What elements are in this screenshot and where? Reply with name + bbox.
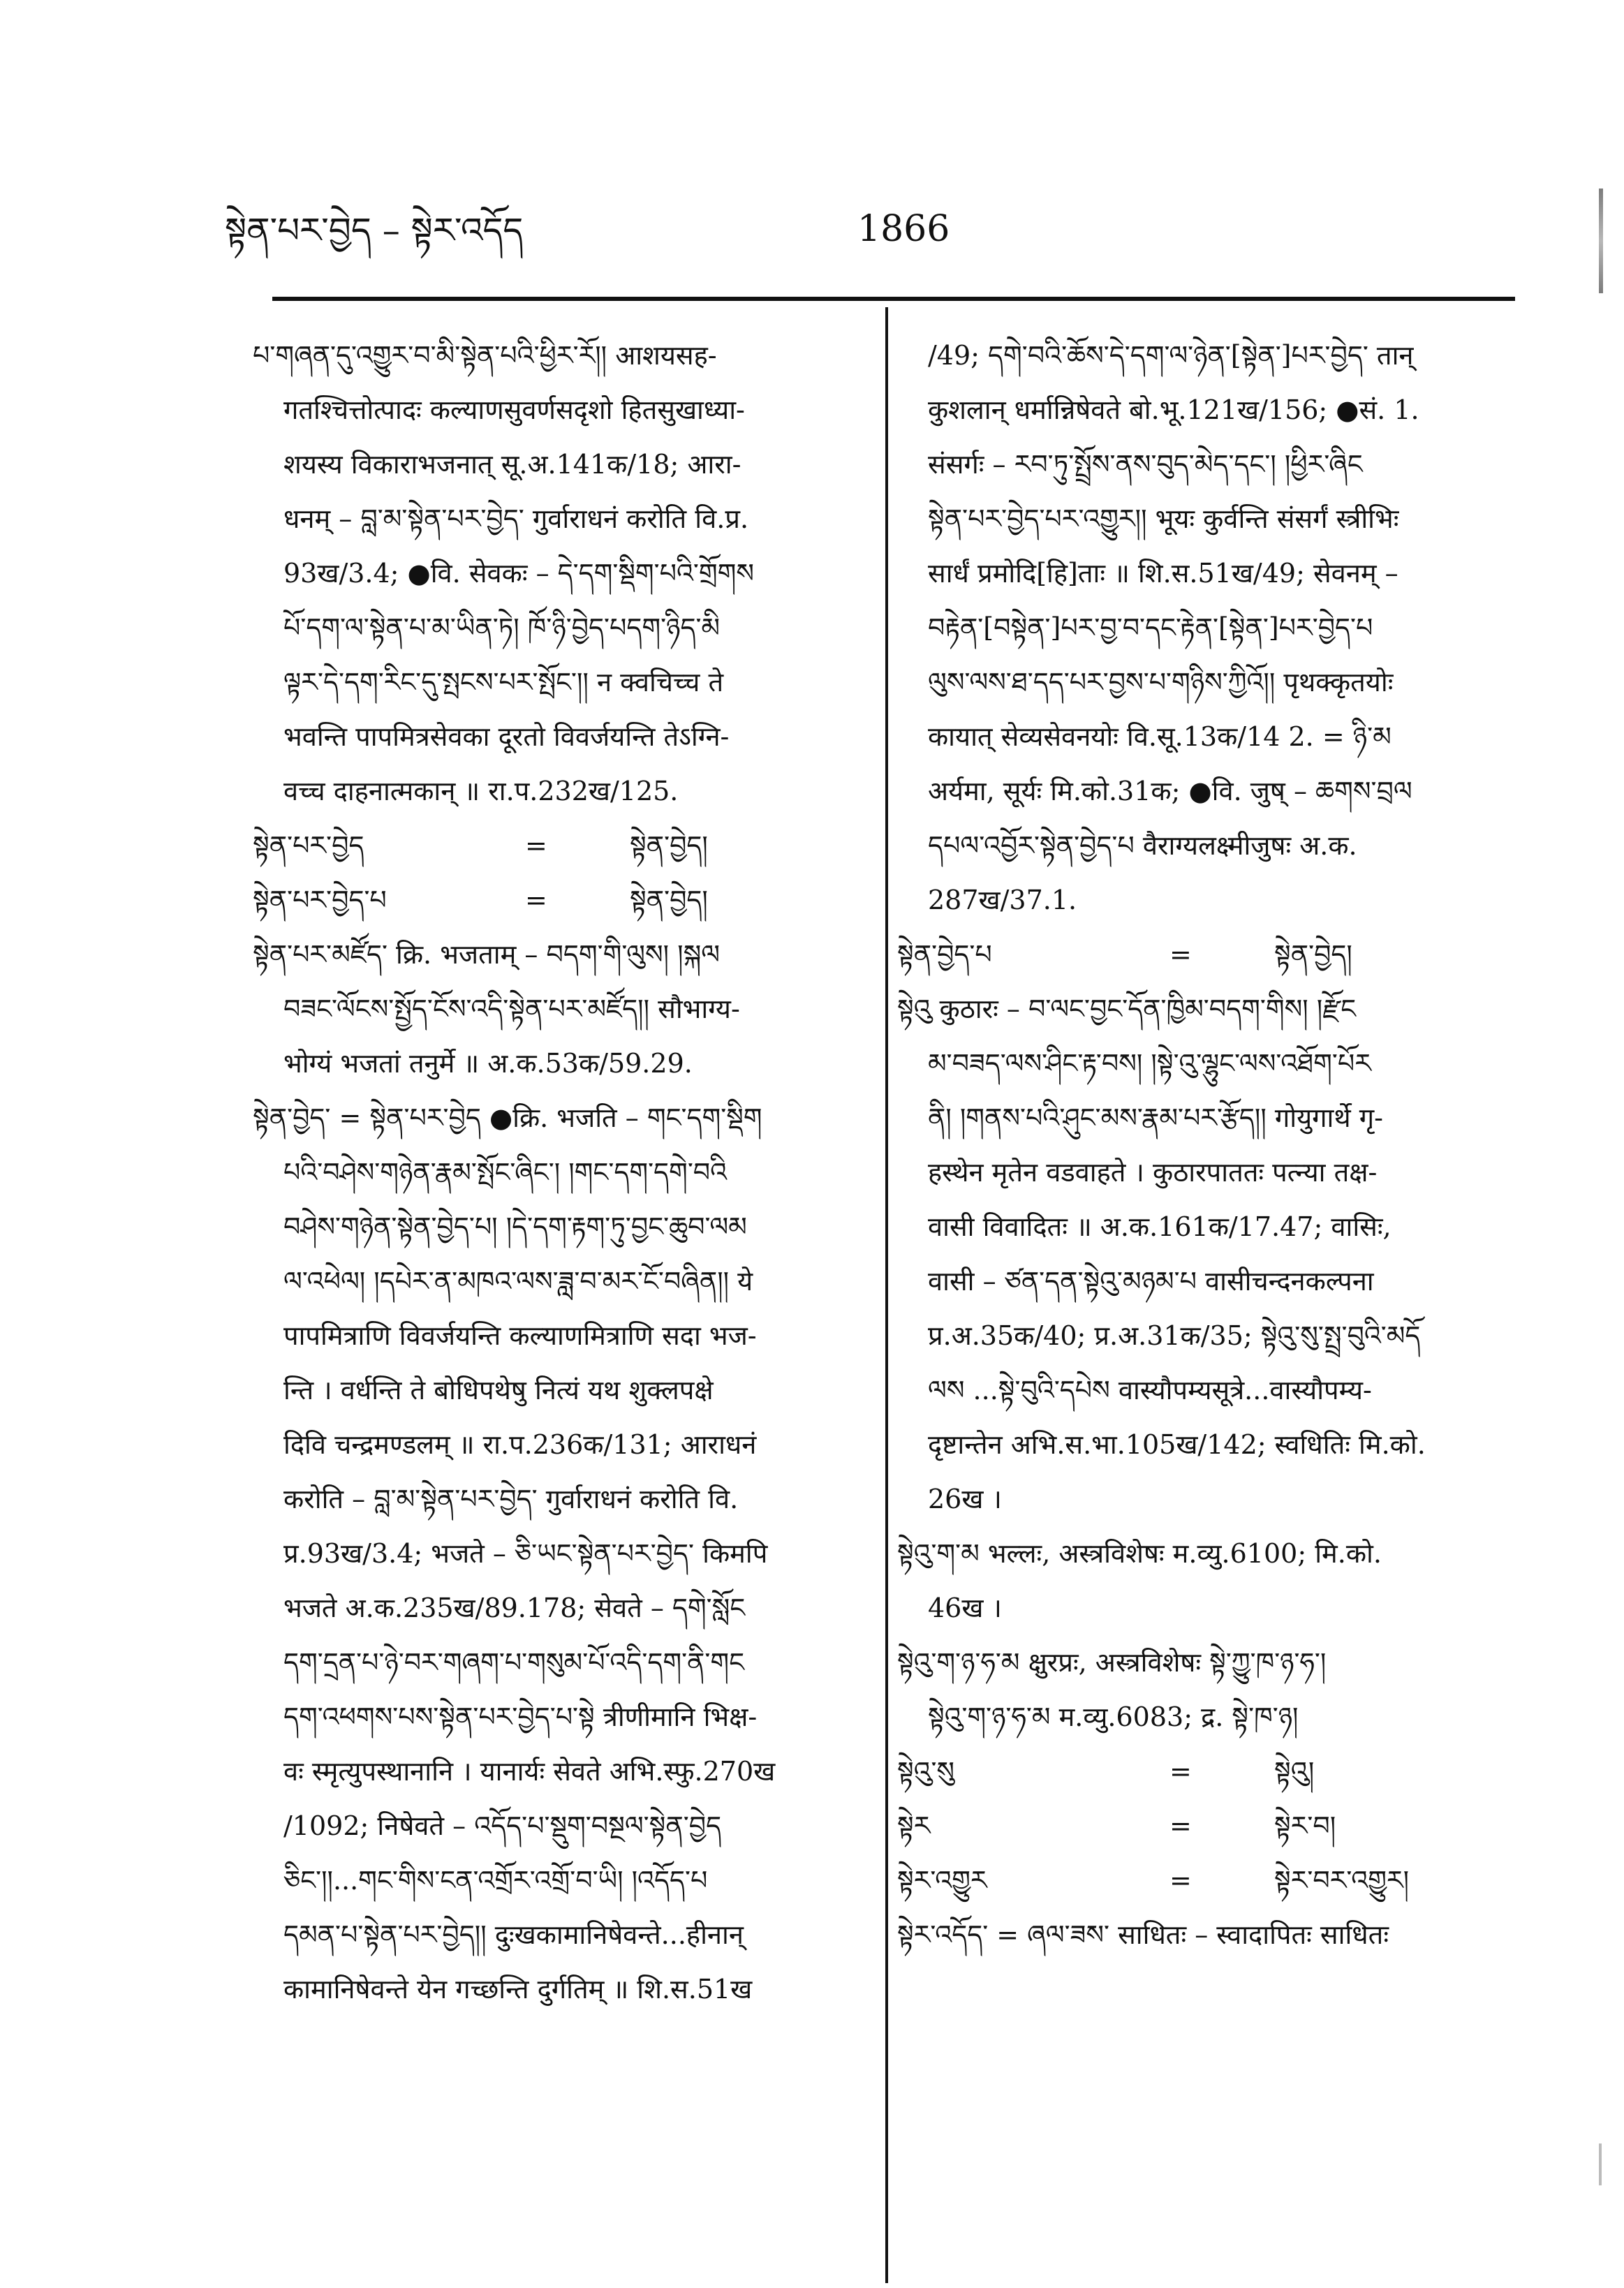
entry-line: वः स्मृत्युपस्थानानि । यानार्यः सेवते अभि.स्फु.270ख [283,1756,776,1787]
entry-line: /1092; निषेवते – འདོད་པ་སྡུག་བསྔལ་སྟེན་བྱེད [283,1810,722,1841]
equals-sign: = [1169,1810,1192,1841]
reference: སྟེའུ། [1274,1756,1315,1787]
entry-line: भजते अ.क.235ख/89.178; सेवते – དགེ་སློང [283,1593,746,1623]
entry-line: དག་དྲན་པ་ཉེ་བར་གཞག་པ་གསུམ་པོ་འདི་དག་ནི་གང [283,1647,745,1678]
entry-line: དམན་པ་སྟེན་པར་བྱེད།། दुःखकामानिषेवन्ते...हीनान् [283,1919,744,1950]
column-divider [885,307,888,2283]
entry-line: ནི། །གནས་པའི་ཤུང་མས་རྣམ་པར་རྩོད།། गोयुगार्थे गृ- [928,1102,1383,1133]
left-column [253,328,860,2016]
cross-reference-entry [897,927,1512,982]
equals-sign: = [1169,1756,1192,1787]
equals-sign: = [1169,1865,1192,1896]
scan-edge-mark [1599,2143,1602,2185]
reference: སྟེན་བྱེད། [630,885,708,915]
entry-line: 46ख । [928,1593,1002,1623]
cross-reference-entry [253,818,860,873]
equals-sign: = [1169,939,1192,970]
cross-reference-entry [897,1744,1512,1799]
entry-line: དཔལ་འབྱོར་སྟེན་བྱེད་པ वैराग्यलक्ष्मीजुषः अ.क. [928,830,1357,861]
entry-line: सार्धं प्रमोदि[हि]ताः ॥ शि.स.51ख/49; सेवनम् – [928,558,1398,589]
entry-line: སྟེའུ कुठारः – བ་ལང་བྱང་དོན་ཁྱིམ་བདག་གིས། །རྫོང [897,994,1357,1024]
equals-sign: = [525,885,547,915]
entry-line: हस्थेन मृतेन वडवाहते । कुठारपाततः पत्न्या तक्ष- [928,1157,1378,1188]
equals-sign: = [525,830,547,861]
entry-line: वच्च दाहनात्मकान् ॥ रा.प.232ख/125. [283,776,679,806]
entry-line: སྟེའུ་ག་ཉ་ཧ་མ म.व्यु.6083; द्र. སྟེ་ཁ་ཉ། [928,1702,1299,1732]
entry-line: སྟེའུ་ག་མ भल्लः, अस्त्रविशेषः म.व्यु.6100; मि.को. [897,1538,1382,1569]
entry-line: བཟང་ལོངས་སྤྱོད་ངོས་འདི་སྟེན་པར་མཛོད།། सौभाग्य- [283,994,740,1024]
entry-line: མ་བཟད་ལས་ཤིང་རྟ་བས། །སྟེ་འུ་ལྷུང་ལས་འཐོག་པོར [928,1048,1371,1079]
entry-line: 93ख/3.4; ●वि. सेवकः – དེ་དག་སྡིག་པའི་གྲོགས [283,558,755,589]
headword: སྟེན་པར་བྱེད [253,830,364,861]
entry-line: कुशलान् धर्मान्निषेवते बो.भू.121ख/156; ●सं. 1. [928,394,1419,425]
entry-line: སྟེར་འདོད་ = ཞལ་ཟས་ साधितः – स्वादापितः साधितः [897,1919,1389,1950]
entry-line: अर्यमा, सूर्यः मि.को.31क; ●वि. जुष् – ཆགས་བྲལ [928,776,1412,806]
page-number: 1866 [857,208,950,250]
entry-line: गतश्चित्तोत्पादः कल्याणसुवर्णसदृशो हितसुखाध्या- [283,394,745,425]
cross-reference-entry [897,1853,1512,1907]
scan-edge-mark [1599,189,1603,293]
reference: སྟེར་བར་འགྱུར། [1274,1865,1410,1896]
entry-line: དག་འཕགས་པས་སྟེན་པར་བྱེད་པ་སྟེ त्रीणीमानि भिक्ष- [283,1702,758,1732]
entry-line: वासी विवादितः ॥ अ.क.161क/17.47; वासिः, [928,1211,1392,1242]
entry-line: ལ་འཕེལ། །དཔེར་ན་མཁའ་ལས་ཟླ་བ་མར་ངོ་བཞིན།། ये [283,1266,753,1297]
entry-line: संसर्गः – རབ་ཏུ་སྤྲོས་ནས་བུད་མེད་དང་། །ཕྱིར་ཞིང [928,449,1363,480]
entry-line: བརྟེན་[བསྟེན་]པར་བྱ་བ་དང་རྟེན་[སྟེན་]པར་བྱེད་པ [928,612,1373,643]
entry-line: སྟེན་པར་མཛོད་ क्रि. भजताम् – བདག་གི་ལུས། །སྐལ [253,939,721,970]
entry-line: दृष्टान्तेन अभि.स.भा.105ख/142; स्वधितिः मि.को. [928,1429,1426,1460]
entry-line: भवन्ति पापमित्रसेवका दूरतो विवर्जयन्ति तेऽग्नि- [283,721,730,752]
headword: སྟེན་བྱེད་པ [897,939,992,970]
entry-line: कामानिषेवन्ते येन गच्छन्ति दुर्गतिम् ॥ शि.स.51ख [283,1974,753,2005]
headword: སྟེར [897,1810,931,1841]
entry-line: ཅིང་།།...གང་གིས་ངན་འགྲོར་འགྲོ་བ་ཡི། །འདོད་པ [283,1865,708,1896]
entry-line: པ་གཞན་དུ་འགྱུར་བ་མི་སྟེན་པའི་ཕྱིར་རོ།། आशयसह- [253,340,717,371]
entry-line: ལྟར་དེ་དག་རིང་དུ་སྤངས་པར་སྤོང་།། न क्वचिच्च ते [283,667,724,698]
entry-line: སྟེན་བྱེད་ = སྟེན་པར་བྱེད ●क्रि. भजति – གང་དག་སྡིག [253,1102,762,1133]
entry-line: पापमित्राणि विवर्जयन्ति कल्याणमित्राणि सदा भज- [283,1320,757,1351]
running-header: སྟེན་པར་བྱེད – སྟེར་འདོད [225,210,524,251]
header-rule [272,297,1515,301]
headword: སྟེའུ་སུ [897,1756,955,1787]
entry-line: བཤེས་གཉེན་སྟེན་བྱེད་པ། །དེ་དག་རྟག་ཏུ་བྱང་ཆུབ་ལམ [283,1211,747,1242]
entry-line: /49; དགེ་བའི་ཆོས་དེ་དག་ལ་ཉེན་[སྟེན་]པར་བྱེད་ तान् [928,340,1414,371]
reference: སྟེན་བྱེད། [630,830,708,861]
entry-line: ལུས་ལས་ཐ་དད་པར་བྱས་པ་གཉིས་ཀྱིའོ།། पृथक्कृतयोः [928,667,1394,698]
entry-line: धनम् – བླ་མ་སྟེན་པར་བྱེད་ गुर्वाराधनं करोति वि.प्र. [283,503,749,534]
reference: སྟེན་བྱེད། [1274,939,1352,970]
entry-line: वासी – ཙན་དན་སྟེའུ་མཉམ་པ वासीचन्दनकल्पना [928,1266,1374,1297]
entry-line: ལས ...སྟེ་བུའི་དཔེས वास्यौपम्यसूत्रे...वास्यौपम्य- [928,1375,1372,1405]
cross-reference-entry [897,1799,1512,1853]
entry-line: 287ख/37.1. [928,885,1077,915]
entry-line: कायात् सेव्यसेवनयोः वि.सू.13क/14 2. = ཉི་མ [928,721,1392,752]
entry-line: दिवि चन्द्रमण्डलम् ॥ रा.प.236क/131; आराधनं [283,1429,757,1460]
right-column [897,328,1512,1962]
entry-line: སྟེན་པར་བྱེད་པར་འགྱུར།། भूयः कुर्वन्ति संसर्गं स्त्रीभिः [928,503,1399,534]
reference: སྟེར་བ། [1274,1810,1336,1841]
entry-line: करोति – བླ་མ་སྟེན་པར་བྱེད་ गुर्वाराधनं करोति वि. [283,1484,739,1514]
entry-line: 26ख । [928,1484,1002,1514]
entry-line: སྟེའུ་ག་ཉ་ཧ་མ क्षुरप्रः, अस्त्रविशेषः སྟེ་ཀྱུ་ཁ་ཉ་ཧ་། [897,1647,1327,1678]
cross-reference-entry [253,873,860,927]
entry-line: भोग्यं भजतां तनुर्मे ॥ अ.क.53क/59.29. [283,1048,693,1079]
entry-line: न्ति । वर्धन्ति ते बोधिपथेषु नित्यं यथ शुक्लपक्षे [283,1375,714,1405]
headword: སྟེན་པར་བྱེད་པ [253,885,387,915]
entry-line: པོ་དག་ལ་སྟེན་པ་མ་ཡིན་ཏེ། ཁོ་ཉི་བྱེད་པདག་ཉིད་མི [283,612,721,643]
entry-line: པའི་བཤེས་གཉེན་རྣམ་སྤོང་ཞིང་། །གང་དག་དགེ་བའི [283,1157,728,1188]
entry-line: प्र.अ.35क/40; प्र.अ.31क/35; སྟེའུ་སུ་སྤྲ་བུའི་མདོ [928,1320,1421,1351]
headword: སྟེར་འགྱུར [897,1865,987,1896]
entry-line: प्र.93ख/3.4; भजते – ཅི་ཡང་སྟེན་པར་བྱེད་ किमपि [283,1538,768,1569]
entry-line: शयस्य विकाराभजनात् सू.अ.141क/18; आरा- [283,449,741,480]
